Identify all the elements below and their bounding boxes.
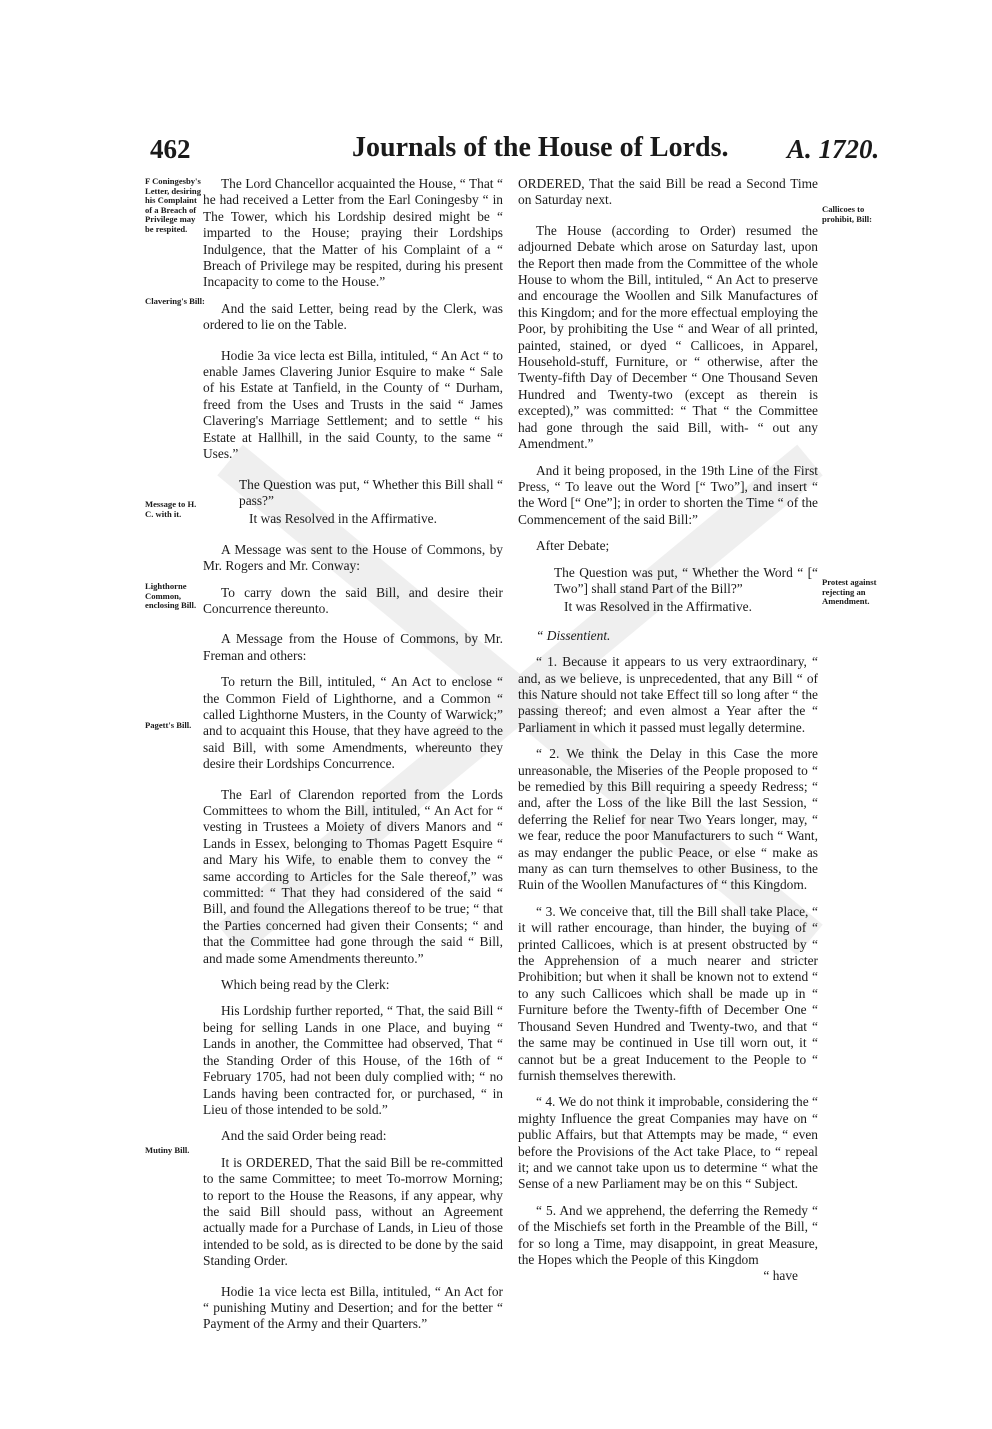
margin-note-lighthorne: Lighthorne Common, enclosing Bill. [145,581,197,611]
question: The Question was put, “ Whether this Bill shall “ pass?” [239,476,503,508]
margin-note-clavering: Clavering's Bill: [145,296,205,306]
page-title: Journals of the House of Lords. [352,132,729,163]
paragraph: To return the Bill, intituled, “ An Act to enclose “ the Common Field of Lighthorne, and a Common “ called Lighthorne Musters, in the County of Warwick;” and to acquaint this House, that they have agreed to the said Bill, with some Amendments, whereunto they desire their Lordships Concurrence. [203,674,503,772]
dissent-reason: “ 2. We think the Delay in this Case the more unreasonable, the Miseries of the People proposed to “ be remedied by this Bill requiring a speedy Redress; “ and, after the Loss of the like Bill the last Session, “ deferring the Relief for near Two Years longer, may, “ we fear, reduce the poor Manufacturers to such “ Want, as may endanger the public Peace, or else “ make as many as can turn themselves to other Business, to the Ruin of the Woollen Manufactures of “ this Kingdom. [518,746,818,893]
page-number: 462 [150,134,191,164]
paragraph: A Message from the House of Commons, by Mr. Freman and others: [203,631,503,663]
paragraph: The House (according to Order) resumed the adjourned Debate which arose on Saturday last, upon the Report then made from the Committee of the whole House to whom the Bill, intituled, “ An Act to preserve and encourage the Woollen and Silk Manufactures of this Kingdom; and for the more effectual employing the Poor, by prohibiting the Use “ and Wear of all printed, painted, stained, or dyed “ Callicoes, in Apparel, Household-stuff, Furniture, or “ otherwise, after the Twenty-fifth Day of December “ One Thousand Seven Hundred and Twenty-two (except as therein is excepted),” was committed: “ That “ the Committee had gone through the said Bill, with- “ out any Amendment.” [518,222,818,452]
resolution: It was Resolved in the Affirmative. [564,599,752,615]
dissent-reason: “ 3. We conceive that, till the Bill shall take Place, “ it will rather encourage, than hinder, the buying of “ printed Callicoes, which is at present obstructed by “ the Apprehension of a much nearer and stricter Prohibition; but when it shall be known not to extend “ to any such Callicoes which shall be made up in “ Furniture before the Twenty-fifth of December One “ Thousand Seven Hundred and Twenty-two, and that “ the same may be continued in Use till worn out, it “ cannot but be a great Inducement to the People to “ furnish themselves therewith. [518,903,818,1083]
paragraph: ORDERED, That the said Bill be read a Second Time on Saturday next. [518,176,818,208]
paragraph: After Debate; [536,538,610,554]
dissent-reason: “ 4. We do not think it improbable, considering the “ mighty Influence the great Companies may have on “ public Affairs, but that Attempts may be made, “ even before the Provisions of the Act take Place, to “ repeal it; and we cannot take upon us to determine “ what the Sense of a new Parliament may be on this “ Subject. [518,1094,818,1192]
dissent-reason: “ 5. And we apprehend, the deferring the Remedy “ of the Mischiefs set forth in the Preamble of the Bill, “ for so long a Time, may disappoint, in great Measure, the Hopes which the People of this Kingdom [518,1202,818,1267]
paragraph: Which being read by the Clerk: [221,977,390,993]
paragraph: A Message was sent to the House of Commons, by Mr. Rogers and Mr. Conway: [203,541,503,574]
margin-note-protest: Protest against rejecting an Amendment. [822,577,877,607]
paragraph: And it being proposed, in the 19th Line of the First Press, “ To leave out the Word [“ Two”], and insert “ the Word [“ One”]; in order to shorten the Time “ of the Commencement of the said Bill:” [518,462,818,527]
paragraph: And the said Order being read: [221,1128,387,1144]
question: The Question was put, “ Whether the Word “ [“ Two”] shall stand Part of the Bill?” [554,564,818,596]
paragraph: His Lordship further reported, “ That, the said Bill “ being for selling Lands in one Place, and buying “ Lands in another, the Committee had observed, That “ the Standing Order of this House, of the 16th of “ February 1705, had not been duly complied with; “ no Lands having been contracted for, or purchased, “ in Lieu of those intended to be sold.” [203,1003,503,1117]
paragraph: Hodie 1a vice lecta est Billa, intituled, “ An Act for “ punishing Mutiny and Desertion; and for the better “ Payment of the Army and their Quarters.” [203,1283,503,1332]
dissent-reason: “ 1. Because it appears to us very extraordinary, “ and, as we believe, is unprecedented, that any Bill “ of this Nature should not take Effect till so long after “ the passing thereof; and even almost a Year after the “ Parliament in which it passed must legally determine. [518,654,818,735]
margin-note-pagett: Pagett's Bill. [145,720,192,730]
margin-note-message: Message to H. C. with it. [145,499,197,519]
catchword: “ have [763,1268,798,1284]
margin-note-mutiny: Mutiny Bill. [145,1145,190,1155]
margin-note-callicoes: Callicoes to prohibit, Bill: [822,204,872,224]
paragraph: The Earl of Clarendon reported from the Lords Committees to whom the Bill, intituled, “ An Act for “ vesting in Trustees a Moiety of divers Manors and “ Lands in Essex, belonging to Thomas Pagett Esquire “ and Mary his Wife, to enable them to convey the “ same according to Articles for the Sale thereof,” was committed: “ That they had considered of the said “ Bill, and found the Allegations thereof to be true; “ that the Parties concerned had given their Consents; “ and that the Committee had gone through the said “ Bill, and made some Amendments thereunto.” [203,786,503,966]
right-column [518,176,818,1285]
resolution: It was Resolved in the Affirmative. [249,511,437,527]
dissentient-heading: “ Dissentient. [536,627,611,643]
margin-note-coningesby: F Coningesby's Letter, desiring his Complaint of a Breach of Privilege may be respited. [145,176,202,234]
paragraph: Hodie 3a vice lecta est Billa, intituled, “ An Act “ to enable James Clavering Junior Esquire to make “ Sale of his Estate at Tanfield, in the County of “ Durham, freed from the Uses and Trusts in the said “ James Clavering's Marriage Settlement; and to settle “ his Estate at Hallhill, in the said County, to the same “ Uses.” [203,347,503,462]
page-year: A. 1720. [787,134,880,164]
paragraph: And the said Letter, being read by the Clerk, was ordered to lie on the Table. [203,300,503,333]
paragraph: The Lord Chancellor acquainted the House, “ That “ he had received a Letter from the Earl Coningesby “ in The Tower, which his Lordship desired might be “ imparted to the House; praying their Lordships Indulgence, that the Matter of his Complaint of a “ Breach of Privilege may be respited, during his present Incapacity to come to the House.” [203,176,503,290]
left-column [203,176,503,1343]
paragraph: It is ORDERED, That the said Bill be re-committed to the same Committee; to meet To-morrow Morning; to report to the House the Reasons, if any appear, why the said Bill should pass, without an Agreement actually made for a Purchase of Lands, in Lieu of those intended to be sold, as is directed to be done by the said Standing Order. [203,1154,503,1269]
paragraph: To carry down the said Bill, and desire their Concurrence thereunto. [203,584,503,616]
